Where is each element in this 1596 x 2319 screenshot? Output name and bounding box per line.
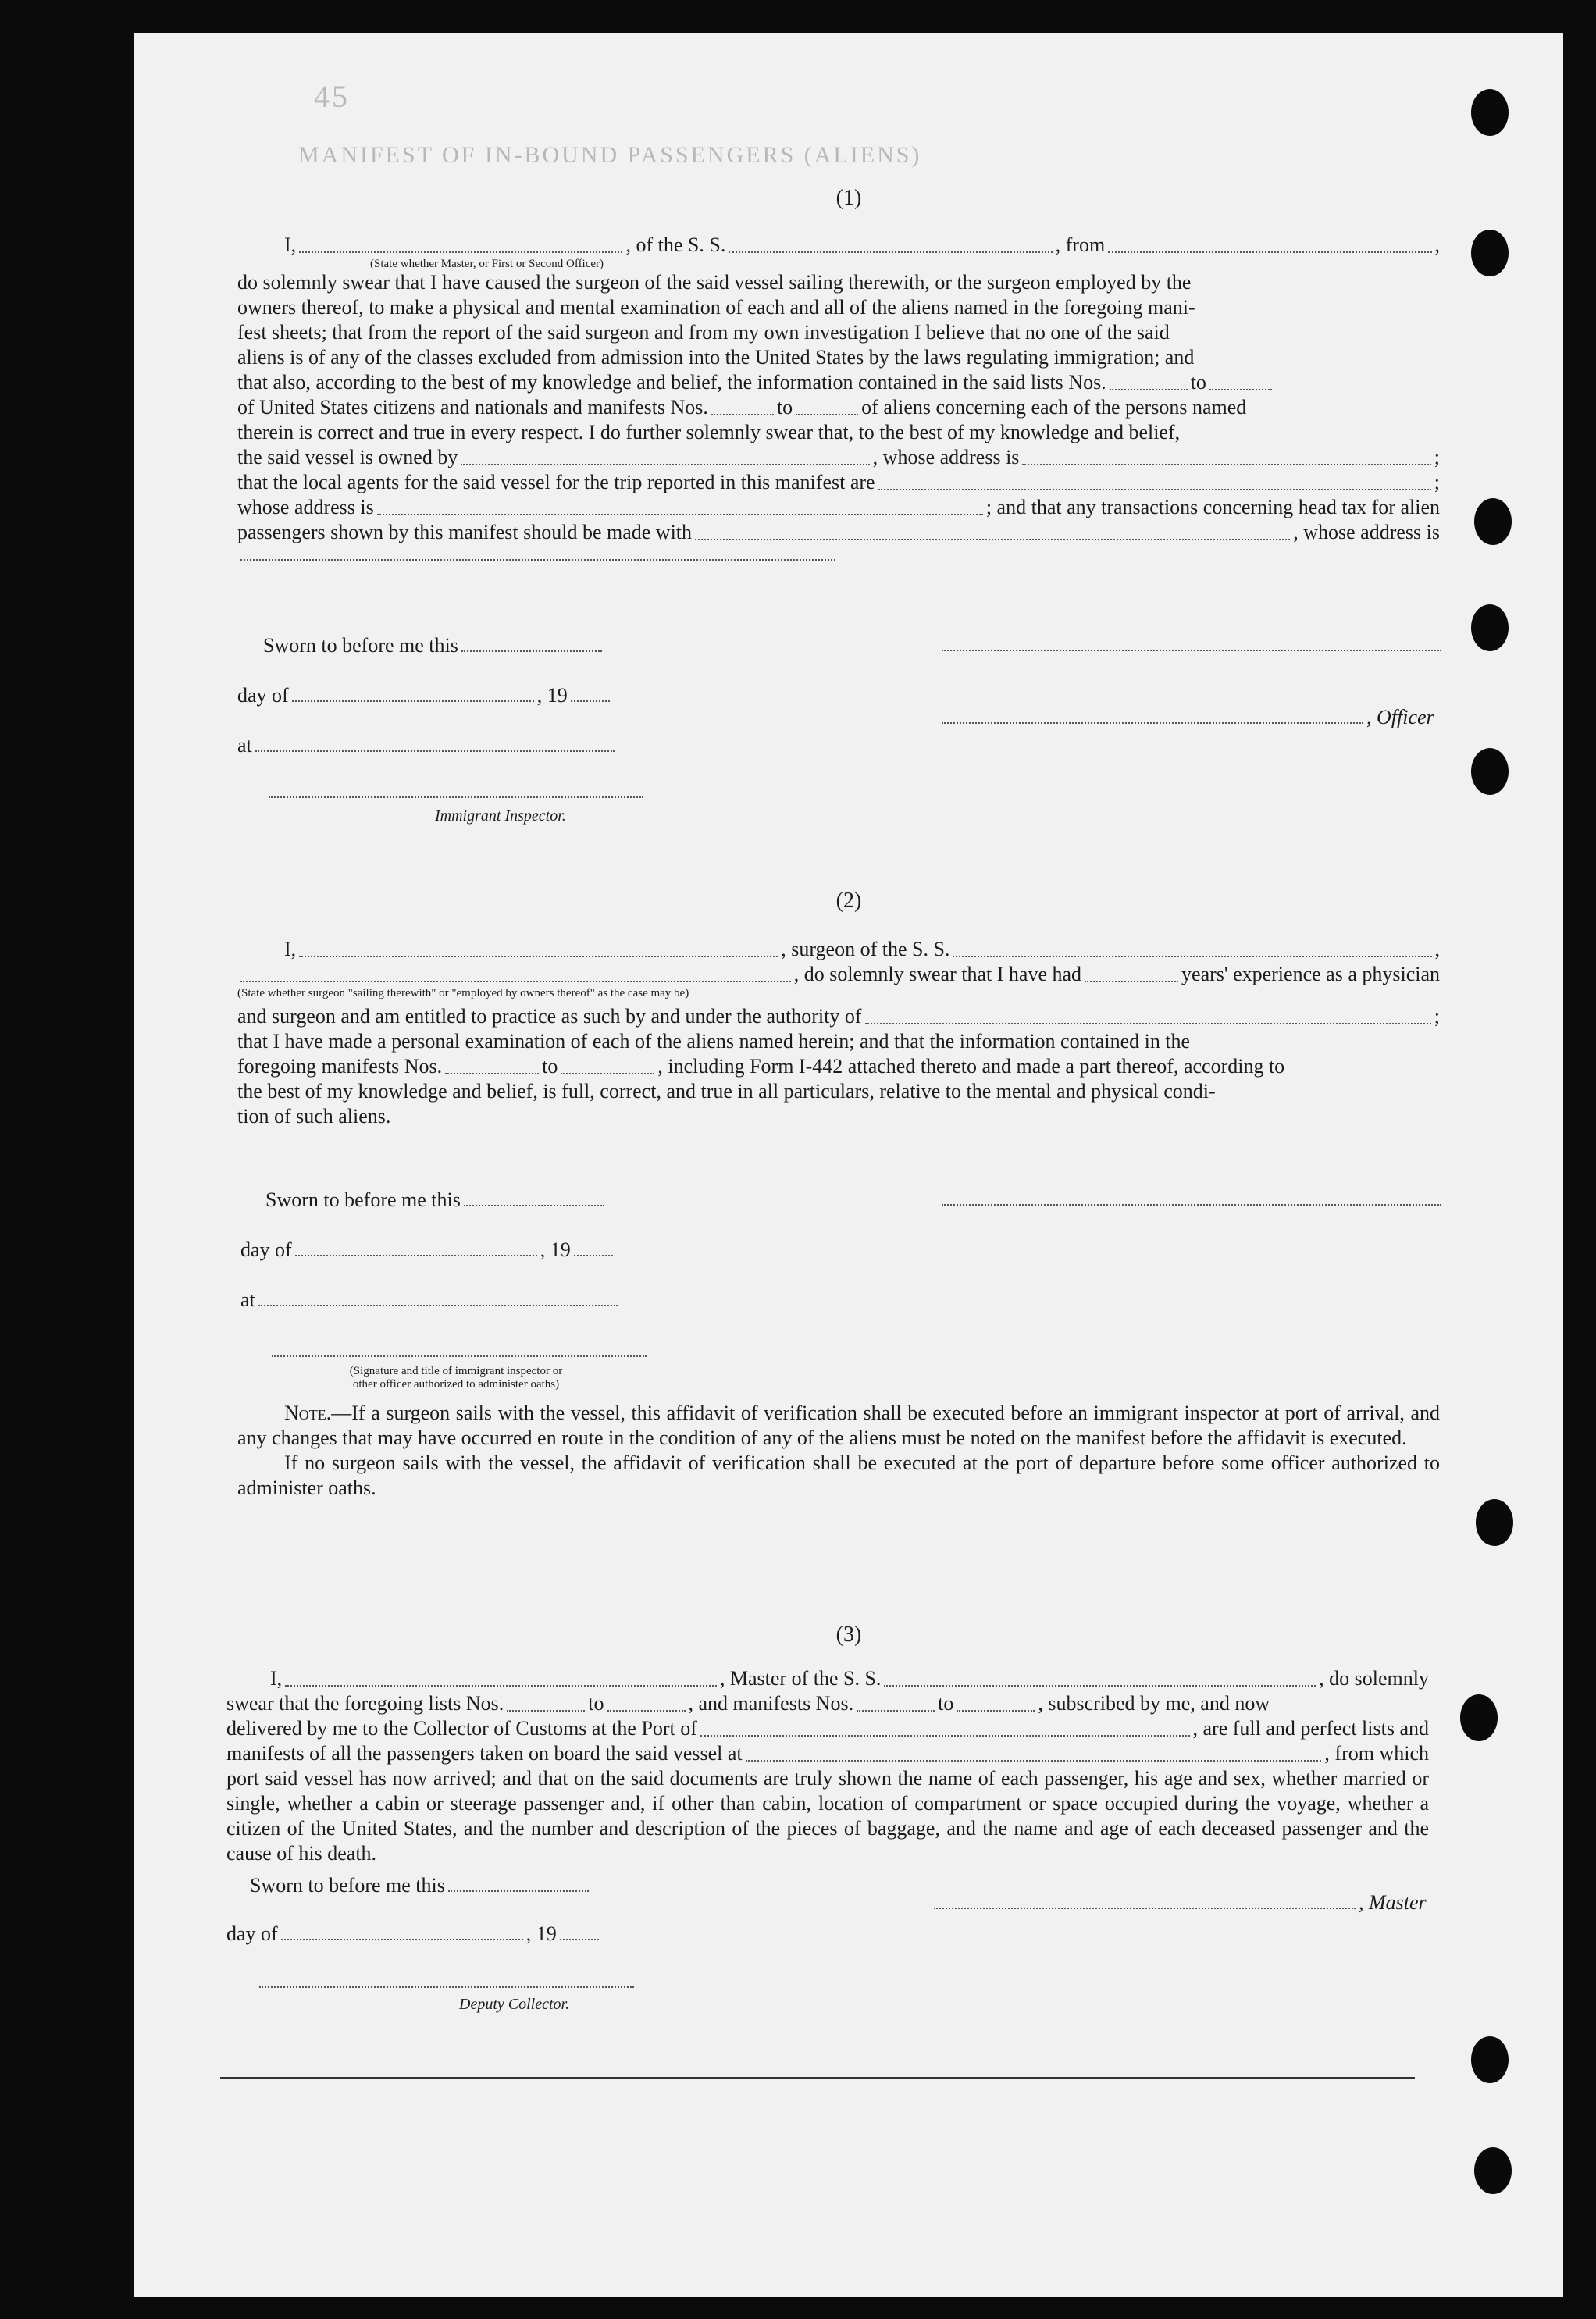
s3-collector-signature-line[interactable] bbox=[259, 1972, 634, 1988]
s3-sworn-date-field[interactable] bbox=[448, 1876, 589, 1892]
s2-at-row bbox=[240, 1288, 621, 1312]
s1-headtax-party-field[interactable] bbox=[695, 525, 1290, 540]
s1-officer-row bbox=[939, 706, 1434, 729]
s2-surgeon-name-field[interactable] bbox=[299, 942, 778, 957]
s2-note-1: —If a surgeon sails with the vessel, this affidavit of verification shall be executed before an immigrant inspector at port of arrival, and any changes that may have occurred en route in the condition of any of the aliens must be noted on the manifest before the affidavit is executed. bbox=[237, 1402, 1440, 1449]
s1-nos-text: that also, according to the best of my knowledge and belief, the information contained in the said lists Nos. bbox=[237, 371, 1106, 394]
s3-manifests-to: to bbox=[938, 1692, 954, 1715]
s3-solemnly: , do solemnly bbox=[1319, 1667, 1429, 1690]
s1-owned-text: the said vessel is owned by bbox=[237, 446, 458, 468]
binder-hole-4 bbox=[1471, 604, 1509, 651]
s2-note bbox=[237, 1401, 1440, 1501]
section1-body bbox=[237, 233, 1440, 561]
s2-capacity-field[interactable] bbox=[240, 967, 791, 982]
s2-day-row bbox=[240, 1238, 616, 1262]
s1-of-ss: , of the S. S. bbox=[625, 233, 726, 256]
s1-day-of-label: day of bbox=[237, 684, 289, 707]
binder-hole-7 bbox=[1460, 1694, 1498, 1741]
s3-port-field[interactable] bbox=[700, 1721, 1190, 1737]
binder-hole-3 bbox=[1474, 498, 1512, 545]
binder-hole-6 bbox=[1476, 1499, 1513, 1546]
s3-year-field[interactable] bbox=[560, 1925, 599, 1940]
s2-surgeon-of-ss: , surgeon of the S. S. bbox=[781, 938, 950, 960]
s3-delivered-text: delivered by me to the Collector of Customs at the Port of bbox=[226, 1717, 697, 1740]
s2-sig-caption-1: (Signature and title of immigrant inspector or bbox=[349, 1365, 563, 1377]
s1-agents-text: that the local agents for the said vessel for the trip reported in this manifest are bbox=[237, 471, 875, 493]
s3-sworn-row bbox=[250, 1874, 592, 1897]
binder-hole-8 bbox=[1471, 2036, 1509, 2083]
s2-comma: , bbox=[1434, 938, 1440, 960]
s3-manifests-from-field[interactable] bbox=[857, 1696, 935, 1712]
s2-authority-text: and surgeon and am entitled to practice as such by and under the authority of bbox=[237, 1005, 862, 1028]
s1-officer-name-field[interactable] bbox=[299, 237, 622, 253]
s1-semicolon: ; bbox=[1434, 446, 1440, 468]
s1-officer-signature-line[interactable] bbox=[942, 636, 1441, 651]
s1-para-line-2: owners thereof, to make a physical and mental examination of each and all of the aliens named in the foregoing mani- bbox=[237, 296, 1195, 319]
s1-i: I, bbox=[284, 233, 297, 256]
s2-manifest-to: to bbox=[542, 1055, 558, 1078]
s3-month-field[interactable] bbox=[281, 1925, 523, 1940]
s3-boarding-port-field[interactable] bbox=[746, 1746, 1322, 1762]
s2-year-label: , 19 bbox=[540, 1238, 571, 1261]
s1-citizens-text: of United States citizens and nationals and manifests Nos. bbox=[237, 396, 708, 419]
s1-nos-to: to bbox=[1190, 371, 1206, 394]
s1-semicolon-2: ; bbox=[1434, 471, 1440, 493]
s1-sworn-label: Sworn to before me this bbox=[263, 634, 458, 657]
s3-year-label: , 19 bbox=[525, 1922, 557, 1945]
bleed-page-number: 45 bbox=[314, 79, 350, 114]
form-page bbox=[134, 33, 1563, 2297]
s1-agents-field[interactable] bbox=[878, 475, 1431, 490]
s1-owner-field[interactable] bbox=[461, 450, 869, 465]
s1-inspector-signature-line[interactable] bbox=[269, 782, 643, 798]
binder-hole-2 bbox=[1471, 230, 1509, 276]
s1-citizens-to: to bbox=[776, 396, 793, 419]
s1-officer-title-field[interactable] bbox=[942, 708, 1363, 724]
s2-years-text: years' experience as a physician bbox=[1181, 963, 1440, 985]
s3-full-lists-text: , are full and perfect lists and bbox=[1192, 1717, 1429, 1740]
s1-year-label: , 19 bbox=[536, 684, 568, 707]
s3-paragraph: port said vessel has now arrived; and that on the said documents are truly shown the name of each passenger, his age and sex, whether married or single, whether a cabin or steerage passenger and, if other than cabin, location of compartment or space occupied during the voyage, whether a citizen of the United States, and the number and description of the pieces of baggage, and the name and age of each deceased passenger and the cause of his death. bbox=[226, 1767, 1429, 1865]
s2-sig-caption-2: other officer authorized to administer oaths) bbox=[352, 1378, 560, 1391]
s3-master-name-field[interactable] bbox=[285, 1671, 717, 1687]
s1-correct-line: therein is correct and true in every respect. I do further solemnly swear that, to the best of my knowledge and belief, bbox=[237, 421, 1181, 443]
binder-hole-1 bbox=[1471, 89, 1509, 136]
s2-sworn-label: Sworn to before me this bbox=[265, 1188, 461, 1211]
s3-i: I, bbox=[270, 1667, 283, 1690]
s1-headtax-text: ; and that any transactions concerning head tax for alien bbox=[985, 496, 1440, 518]
s2-line-4: that I have made a personal examination of each of the aliens named herein; and that the information contained in the bbox=[237, 1030, 1191, 1053]
s2-manifests-text: foregoing manifests Nos. bbox=[237, 1055, 443, 1078]
s1-sworn-date-field[interactable] bbox=[461, 636, 602, 652]
s2-line-7: tion of such aliens. bbox=[237, 1105, 391, 1127]
s3-manifests-text: , and manifests Nos. bbox=[688, 1692, 854, 1715]
s1-comma: , bbox=[1434, 233, 1440, 256]
s2-vessel-field[interactable] bbox=[953, 942, 1431, 957]
s1-officer-label: , Officer bbox=[1366, 706, 1434, 728]
s3-master-of-ss: , Master of the S. S. bbox=[719, 1667, 882, 1690]
s2-at-field[interactable] bbox=[258, 1291, 618, 1306]
s1-at-label: at bbox=[237, 734, 252, 757]
section1-heading: (1) bbox=[835, 186, 862, 210]
s2-note-2: If no surgeon sails with the vessel, the affidavit of verification shall be executed at the port of departure before some officer authorized to administer oaths. bbox=[237, 1452, 1440, 1499]
s2-sworn-row bbox=[265, 1188, 607, 1212]
s2-note-label: Note. bbox=[284, 1402, 332, 1424]
section3-heading: (3) bbox=[835, 1623, 862, 1647]
s1-from-field[interactable] bbox=[1108, 237, 1431, 253]
s3-lists-from-field[interactable] bbox=[507, 1696, 585, 1712]
s1-owner-address-field[interactable] bbox=[1022, 450, 1430, 465]
s3-sworn-label: Sworn to before me this bbox=[250, 1874, 445, 1897]
s1-passengers-text: passengers shown by this manifest should be made with bbox=[237, 521, 693, 543]
s1-manifest-from-field[interactable] bbox=[711, 400, 774, 415]
s1-agent-address-field[interactable] bbox=[377, 500, 983, 515]
s3-lists-text: swear that the foregoing lists Nos. bbox=[226, 1692, 504, 1715]
s1-headtax-address-field[interactable] bbox=[240, 545, 835, 561]
s2-day-of-label: day of bbox=[240, 1238, 292, 1261]
s2-authority-field[interactable] bbox=[865, 1009, 1431, 1024]
s2-manifest-to-field[interactable] bbox=[561, 1059, 654, 1074]
s3-master-label: , Master bbox=[1359, 1891, 1427, 1914]
s3-vessel-field[interactable] bbox=[884, 1671, 1316, 1687]
s1-under-caption: (State whether Master, or First or Second Officer) bbox=[370, 258, 604, 270]
binder-hole-5 bbox=[1471, 748, 1509, 795]
s1-year-field[interactable] bbox=[571, 686, 610, 702]
s1-agent-address-label: whose address is bbox=[237, 496, 374, 518]
s3-taken-text: manifests of all the passengers taken on board the said vessel at bbox=[226, 1742, 743, 1765]
s3-collector-caption: Deputy Collector. bbox=[459, 1996, 570, 2013]
s3-lists-to-field[interactable] bbox=[607, 1696, 686, 1712]
s1-lists-from-field[interactable] bbox=[1110, 375, 1188, 390]
s1-owner-address-label: , whose address is bbox=[872, 446, 1020, 468]
s2-i: I, bbox=[284, 938, 297, 960]
s3-day-of-label: day of bbox=[226, 1922, 278, 1945]
s1-whose-address: , whose address is bbox=[1293, 521, 1440, 543]
s3-day-row bbox=[226, 1922, 602, 1946]
s2-sworn-date-field[interactable] bbox=[464, 1191, 604, 1206]
s1-at-field[interactable] bbox=[255, 736, 615, 752]
s2-inspector-signature-line[interactable] bbox=[272, 1341, 647, 1357]
s3-lists-to: to bbox=[588, 1692, 604, 1715]
s2-swear-text: , do solemnly swear that I have had bbox=[793, 963, 1082, 985]
s2-signature-caption bbox=[269, 1365, 643, 1391]
s2-at-label: at bbox=[240, 1288, 255, 1311]
s2-form-text: , including Form I-442 attached thereto and made a part thereof, according to bbox=[657, 1055, 1285, 1078]
s3-manifests-to-field[interactable] bbox=[957, 1696, 1035, 1712]
bleed-manifest-title: MANIFEST OF IN-BOUND PASSENGERS (ALIENS) bbox=[298, 142, 922, 168]
s2-years-field[interactable] bbox=[1085, 967, 1178, 982]
s2-month-field[interactable] bbox=[295, 1241, 537, 1256]
s2-manifest-from-field[interactable] bbox=[445, 1059, 539, 1074]
s1-day-row bbox=[237, 684, 613, 707]
s1-inspector-caption: Immigrant Inspector. bbox=[435, 807, 566, 825]
s1-at-row bbox=[237, 734, 618, 757]
s1-vessel-field[interactable] bbox=[729, 237, 1052, 253]
s1-para-line-1: do solemnly swear that I have caused the surgeon of the said vessel sailing therewith, or the surgeon employed by the bbox=[237, 271, 1192, 294]
s1-lists-to-field[interactable] bbox=[1209, 375, 1272, 390]
s2-line-6: the best of my knowledge and belief, is full, correct, and true in all particulars, relative to the mental and physical condi- bbox=[237, 1080, 1216, 1103]
s3-subscribed-text: , subscribed by me, and now bbox=[1038, 1692, 1270, 1715]
s2-under-caption: (State whether surgeon "sailing therewith" or "employed by owners thereof" as the case may be) bbox=[237, 987, 689, 999]
binder-hole-9 bbox=[1474, 2147, 1512, 2194]
section2-heading: (2) bbox=[835, 889, 862, 913]
s1-citizens-rest: of aliens concerning each of the persons named bbox=[861, 396, 1247, 419]
s2-year-field[interactable] bbox=[574, 1241, 613, 1256]
s1-sworn-row bbox=[263, 634, 605, 657]
s2-surgeon-signature-line[interactable] bbox=[942, 1190, 1441, 1206]
s3-from-which: , from which bbox=[1324, 1742, 1429, 1765]
bottom-rule bbox=[220, 2077, 1415, 2079]
s1-from: , from bbox=[1055, 233, 1106, 256]
section3-body bbox=[226, 1666, 1429, 1866]
s3-master-row bbox=[931, 1891, 1427, 1915]
s1-para-line-3: fest sheets; that from the report of the said surgeon and from my own investigation I believe that no one of the said bbox=[237, 321, 1170, 344]
s1-manifest-to-field[interactable] bbox=[796, 400, 858, 415]
s2-semicolon: ; bbox=[1434, 1005, 1440, 1028]
s3-master-signature-line[interactable] bbox=[934, 1893, 1356, 1909]
section2-body bbox=[237, 937, 1440, 1129]
s1-month-field[interactable] bbox=[292, 686, 534, 702]
s1-para-line-4: aliens is of any of the classes excluded from admission into the United States by the laws regulating immigration; and bbox=[237, 346, 1195, 369]
